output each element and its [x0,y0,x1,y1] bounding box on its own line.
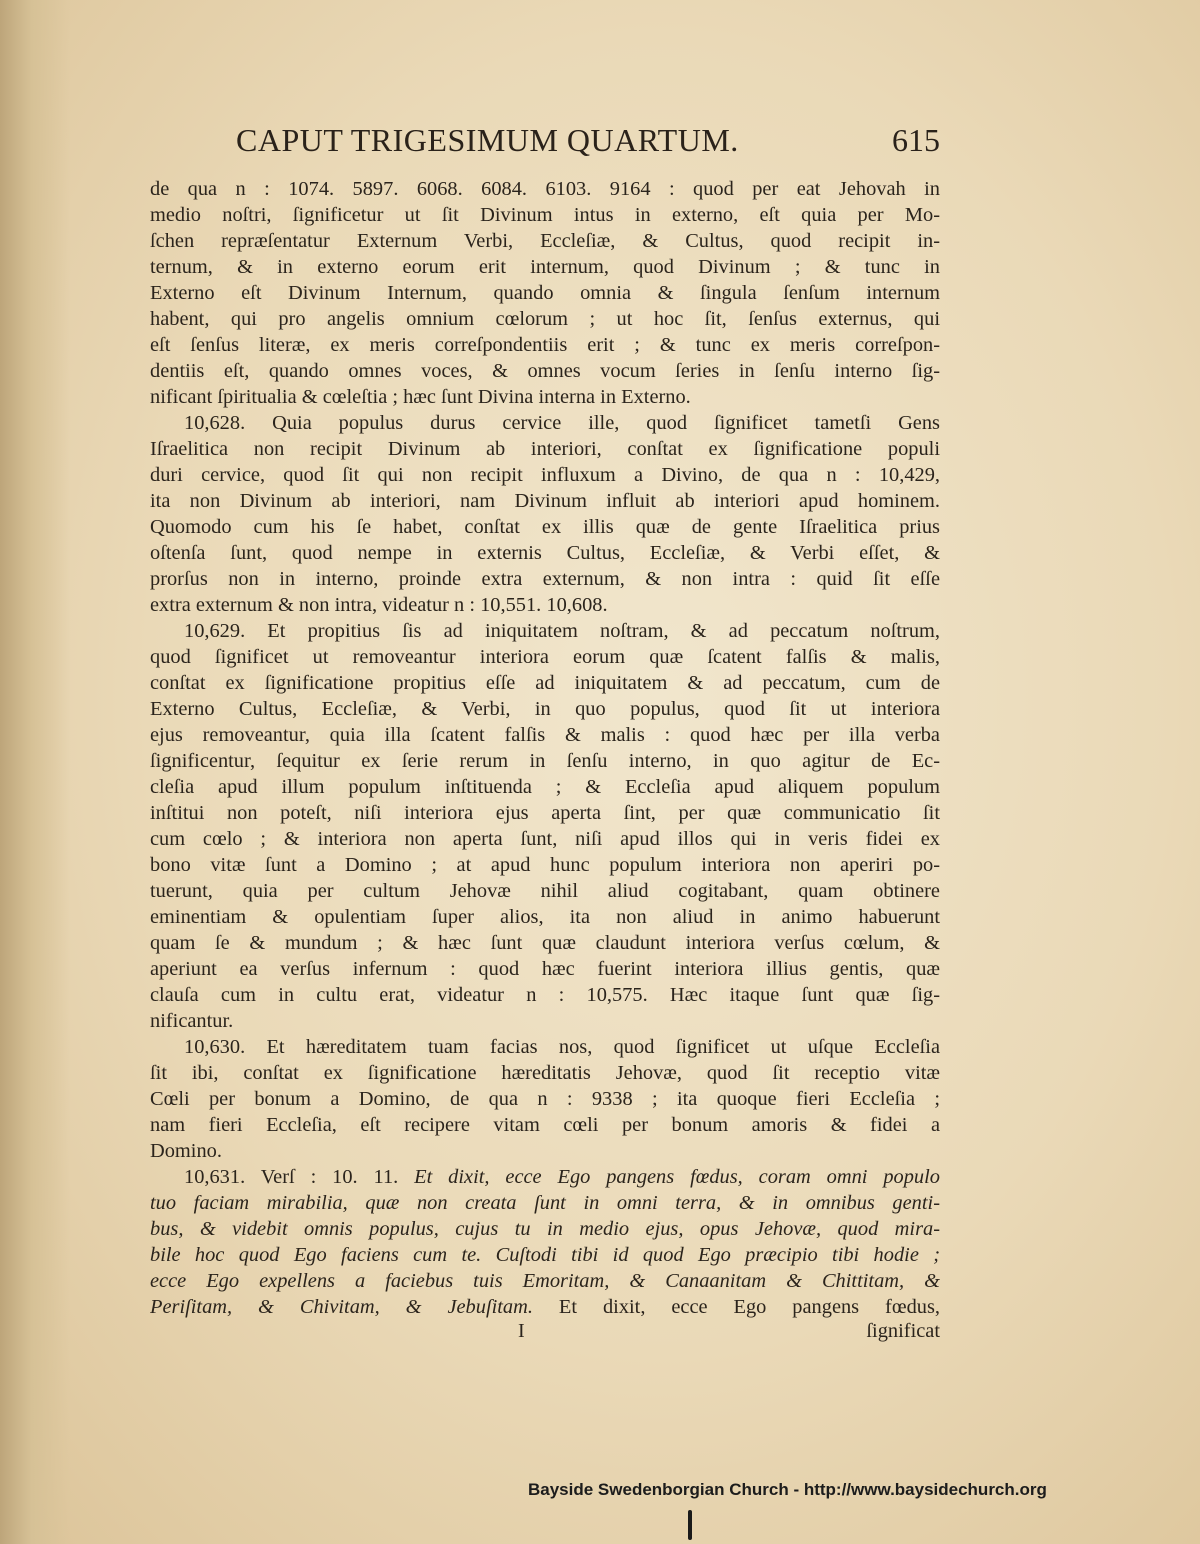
text-line: ſignificentur, ſequitur ex ſerie rerum in ſenſu interno, in quo agitur de Ec- [150,750,940,772]
text-line: habent, qui pro angelis omnium cœlorum ; ut hoc ſit, ſenſus externus, qui [150,308,940,330]
running-title: CAPUT TRIGESIMUM QUARTUM. [236,122,739,158]
page-footer [150,1320,940,1350]
text-line: eminentiam & opulentiam ſuper alios, ita non aliud in animo habuerunt [150,906,940,928]
text-line: 10,629. Et propitius ſis ad iniquitatem noſtram, & ad peccatum noſtrum, [184,620,940,642]
text-line: nificantur. [150,1010,234,1032]
page-header [150,122,940,172]
text-line: quam ſe & mundum ; & hæc ſunt quæ claudunt interiora verſus cœlum, & [150,932,940,954]
verse-italic-text: ecce Ego expellens a faciebus tuis Emoritam, & Canaanitam & Chittitam, & [150,1270,940,1292]
text-line: Cœli per bonum a Domino, de qua n : 9338 ; ita quoque fieri Eccleſia ; [150,1088,940,1110]
text-line: quod ſignificet ut removeantur interiora eorum quæ ſcatent falſis & malis, [150,646,940,668]
verse-italic-text: Et dixit, ecce Ego pangens fœdus, coram omni populo [414,1166,940,1188]
text-line: extra externum & non intra, videatur n : 10,551. 10,608. [150,594,608,616]
verse-line [150,1164,940,1190]
verse-italic-text: bus, & videbit omnis populus, cujus tu in medio ejus, opus Jehovæ, quod mira- [150,1218,940,1240]
verse-line [150,1268,940,1294]
text-line: 10,630. Et hæreditatem tuam facias nos, quod ſignificet ut uſque Eccleſia [184,1036,940,1058]
text-line: Externo eſt Divinum Internum, quando omnia & ſingula ſenſum internum [150,282,940,304]
text-line: duri cervice, quod ſit qui non recipit influxum a Divino, de qua n : 10,429, [150,464,940,486]
text-line: medio noſtri, ſignificetur ut ſit Divinum intus in externo, eſt quia per Mo- [150,204,940,226]
text-line: cum cœlo ; & interiora non aperta ſunt, niſi apud illos qui in veris fidei ex [150,828,940,850]
text-line: ſit ibi, conſtat ex ſignificatione hæreditatis Jehovæ, quod ſit receptio vitæ [150,1062,940,1084]
verse-italic-text: Periſitam, & Chivitam, & Jebuſitam. [150,1296,533,1318]
verse-line [150,1216,940,1242]
verse-italic-text: tuo faciam mirabilia, quæ non creata ſunt in omni terra, & in omnibus genti- [150,1192,940,1214]
text-line: Externo Cultus, Eccleſiæ, & Verbi, in quo populus, quod ſit ut interiora [150,698,940,720]
page-gutter-shadow [0,0,70,1544]
text-line: eſt ſenſus literæ, ex meris correſpondentiis erit ; & tunc ex meris correſpon- [150,334,940,356]
text-line: ita non Divinum ab interiori, nam Divinum influit ab interiori apud hominem. [150,490,940,512]
verse-line [150,1294,940,1320]
text-line: conſtat ex ſignificatione propitius eſſe ad iniquitatem & ad peccatum, cum de [150,672,940,694]
text-line: ternum, & in externo eorum erit internum, quod Divinum ; & tunc in [150,256,940,278]
scan-mark [688,1510,692,1540]
text-line: ejus removeantur, quia illa ſcatent falſis & malis : quod hæc per illa verba [150,724,940,746]
text-line: Iſraelitica non recipit Divinum ab interiori, conſtat ex ſignificatione populi [150,438,940,460]
text-line: aperiunt ea verſus infernum : quod hæc fuerint interiora illius gentis, quæ [150,958,940,980]
text-line: inſtitui non poteſt, niſi interiora ejus aperta ſint, per quæ communicatio ſit [150,802,940,824]
text-line: 10,628. Quia populus durus cervice ille, quod ſignificet tametſi Gens [184,412,940,434]
text-line: Quomodo cum his ſe habet, conſtat ex illis quæ de gente Iſraelitica prius [150,516,940,538]
verse-italic-text: bile hoc quod Ego faciens cum te. Cuſtodi tibi id quod Ego præcipio tibi hodie ; [150,1244,940,1266]
text-line: de qua n : 1074. 5897. 6068. 6084. 6103. 9164 : quod per eat Jehovah in [150,178,940,200]
verse-tail-text: Et dixit, ecce Ego pangens fœdus, [532,1296,940,1318]
text-line: prorſus non in interno, proinde extra externum, & non intra : quid ſit eſſe [150,568,940,590]
page-number: 615 [892,122,940,158]
text-line: dentiis eſt, quando omnes voces, & omnes vocum ſeries in ſenſu interno ſig- [150,360,940,382]
watermark-text: Bayside Swedenborgian Church - http://www.baysidechurch.org [528,1480,1047,1499]
text-line: tuerunt, quia per cultum Jehovæ nihil aliud cogitabant, quam obtinere [150,880,940,902]
text-line: nificant ſpiritualia & cœleſtia ; hæc ſunt Divina interna in Externo. [150,386,691,408]
text-line: bono vitæ ſunt a Domino ; at apud hunc populum interiora non aperiri po- [150,854,940,876]
verse-line [150,1190,940,1216]
body-text [150,176,940,1320]
signature-mark: I [518,1320,525,1342]
verse-reference: 10,631. Verſ : 10. 11. [184,1166,415,1188]
text-line: Domino. [150,1140,222,1162]
catchword: ſignificat [866,1320,940,1342]
text-line: oſtenſa ſunt, quod nempe in externis Cultus, Eccleſiæ, & Verbi eſſet, & [150,542,940,564]
text-line: cleſia apud illum populum inſtituenda ; & Eccleſia apud aliquem populum [150,776,940,798]
text-line: clauſa cum in cultu erat, videatur n : 10,575. Hæc itaque ſunt quæ ſig- [150,984,940,1006]
text-line: nam fieri Eccleſia, eſt recipere vitam cœli per bonum amoris & fidei a [150,1114,940,1136]
verse-line [150,1242,940,1268]
text-line: ſchen repræſentatur Externum Verbi, Eccleſiæ, & Cultus, quod recipit in- [150,230,940,252]
